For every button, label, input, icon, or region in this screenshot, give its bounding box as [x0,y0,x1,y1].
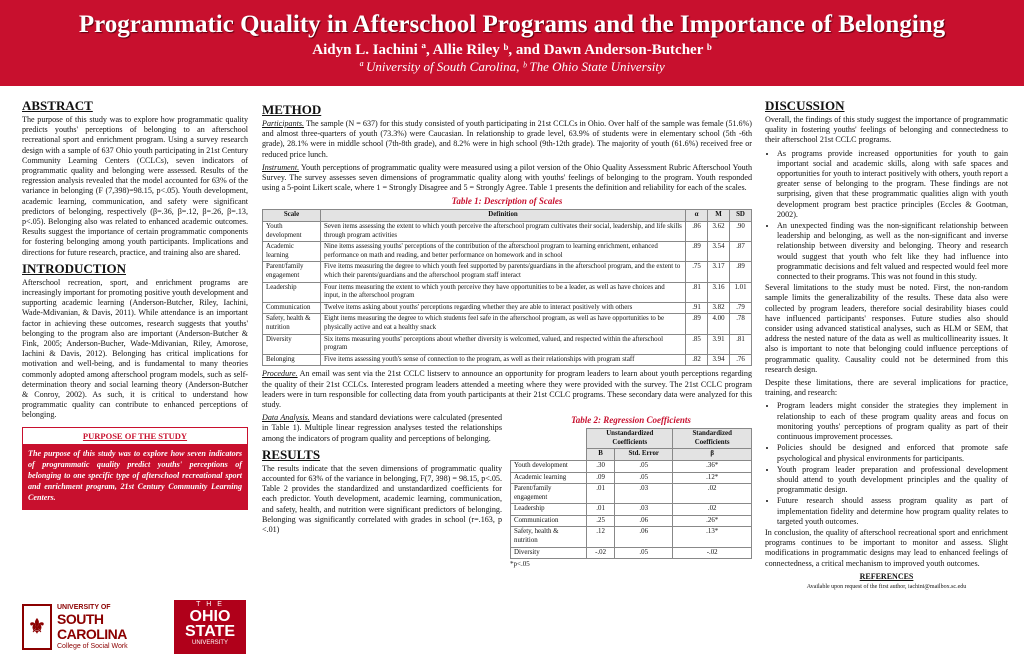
purpose-heading: PURPOSE OF THE STUDY [82,430,188,441]
references-heading: REFERENCES [859,571,914,581]
implication-item: • Youth program leader preparation and professional development should attend to youth development principles and the quality of programmatic design. [777,465,1008,496]
table2-sub-header: β [673,449,752,461]
table1-cell: .89 [686,242,708,262]
table1-cell: 3.54 [708,242,730,262]
table2-sub-header: B [587,449,615,461]
table1-row [263,354,752,366]
discussion-bullet: • An unexpected finding was the non-significant relationship between leadership and belonging, as well as the non-significant and inverse relationship between diversity and belonging. Theory and research would suggest that youth who felt like they had influence into programmatic decisions and felt valued and respected would feel more connected to their programs. This was not found in this study. [777,221,1008,282]
table2-cell: .06 [615,515,673,527]
instrument-label: Instrument. [262,162,300,172]
table1-header: α [686,210,708,222]
table1-cell: Five items assessing youth's sense of connection to the program, as well as their relationships with program staff [321,354,686,366]
table1-row [263,302,752,314]
table1-cell: 3.94 [708,354,730,366]
table1-row [263,334,752,354]
participants-text: The sample (N = 637) for this study consisted of youth participating in 21st CCLCs in Ohio. Over half of the sample was female (51.6%) and almost three-quarters of youth (73.3%) were Caucasian. In relationship to grade level, 63.9% of students were in elementary school (5th -6th grade), 28.1% were in middle school (7th-8th grade), and 8.2% were in high school (9th-12th grade). The majority of youth (61.6%) received free or reduced price lunch. [262,119,752,159]
discussion-heading: DISCUSSION [765,98,845,113]
table2-cell: -.02 [673,547,752,559]
table2-row [511,460,752,472]
table1-cell: .89 [686,314,708,334]
table2 [510,428,752,559]
table1-cell: 3.16 [708,282,730,302]
table1-cell: Six items measuring youths' perceptions about whether diversity is welcomed, valued, and respected within the afterschool program [321,334,686,354]
table2-row [511,547,752,559]
table1-cell: Twelve items asking about youths' perceptions regarding whether they are able to interact positively with others [321,302,686,314]
usc-logo [57,604,165,651]
table2-row [511,504,752,516]
analysis-paragraph [262,413,502,444]
table2-cell: .05 [615,460,673,472]
table1-row [263,222,752,242]
table1-header: SD [730,210,752,222]
table2-cell: .26* [673,515,752,527]
lower-middle [262,413,752,569]
analysis-results [262,413,502,569]
table2-cell: .09 [587,472,615,484]
table1-header: M [708,210,730,222]
participants-label: Participants. [262,119,305,128]
table2-group-header-row [511,429,752,449]
table1-cell: Diversity [263,334,321,354]
table1-cell: .81 [686,282,708,302]
osu-logo [174,600,246,654]
table2-cell: Leadership [511,504,587,516]
osu-logo-line1: T H E [196,601,224,608]
column-left [22,96,248,510]
purpose-box [22,427,248,510]
table2-cell: .01 [587,484,615,504]
table2-cell: Academic learning [511,472,587,484]
poster-title: Programmatic Quality in Afterschool Programs and the Importance of Belonging [78,11,946,38]
table2-cell: .05 [615,472,673,484]
table1-cell: 3.82 [708,302,730,314]
discussion-bullets [765,149,1008,283]
implications-intro: Despite these limitations, there are several implications for practice, training, and research: [765,378,1008,398]
table2-cell: Communication [511,515,587,527]
table2-cell: .30 [587,460,615,472]
table1-row [263,282,752,302]
table1-row [263,242,752,262]
table1-cell: Five items measuring the degree to which youth feel supported by parents/guardians in the afterschool program, and the extent to which their parents/guardians and the afterschool program staff interact [321,262,686,282]
osu-logo-line3: UNIVERSITY [191,640,228,646]
table1-cell: .79 [730,302,752,314]
table1-header: Scale [263,210,321,222]
table2-row [511,515,752,527]
table1 [262,209,752,366]
table1-cell: Seven items assessing the extent to which youth perceive the afterschool program cultivates their social, leadership, and life skills through program activities [321,222,686,242]
table1-cell: 1.01 [730,282,752,302]
discussion-intro: Overall, the findings of this study suggest the importance of programmatic quality in fostering youths' feelings of belonging and connectedness to their afterschool 21st CCLC programs. [765,115,1008,145]
results-heading: RESULTS [262,446,321,462]
poster-affiliation: ª University of South Carolina, ᵇ The Ohio State University [359,59,665,74]
table1-cell: .78 [730,314,752,334]
participants-paragraph [262,119,752,160]
table2-cell: .03 [615,484,673,504]
table1-cell: .85 [686,334,708,354]
references-text: Available upon request of the first author, iachini@mailbox.sc.edu [806,583,967,590]
table2-row [511,527,752,547]
column-middle [262,96,752,569]
table2-cell: Youth development [511,460,587,472]
usc-logo-mark: ⚜ [22,604,52,650]
table1-cell: .82 [686,354,708,366]
conclusion-text: In conclusion, the quality of afterschool recreational sport and enrichment programs continues to be important to monitor and assess. Slight modifications in programmatic designs may lead to enhanced feelings of connectedness, a critical mechanism to improved youth outcomes. [765,527,1008,568]
introduction-heading: INTRODUCTION [22,260,127,276]
table2-cell: .12 [587,527,615,547]
table1-cell: 3.91 [708,334,730,354]
table1-cell: .76 [730,354,752,366]
table2-sub-header: Std. Error [615,449,673,461]
table2-cell: Safety, health & nutrition [511,527,587,547]
table2-cell: .25 [587,515,615,527]
usc-logo-line3: College of Social Work [57,643,128,650]
table1-cell: 3.62 [708,222,730,242]
table1-cell: Belonging [263,354,321,366]
table2-cell: Parent/family engagement [511,484,587,504]
table1-header-row [263,210,752,222]
implication-item: • Policies should be designed and enforced that promote safe psychological and physical environments for participants. [777,443,1008,463]
table2-cell: .05 [615,547,673,559]
implications-list [765,401,1008,526]
table1-cell: .81 [730,334,752,354]
table1-cell: .86 [686,222,708,242]
table1-cell: .90 [730,222,752,242]
table2-cell: .02 [673,504,752,516]
purpose-text: The purpose of this study was to explore how seven indicators of programmatic quality predict youths' perceptions of belonging to one specific type of afterschool recreational sport and enrichment program, 21st Century Community Learning Centers. [23,444,247,509]
column-right [765,96,1008,592]
table1-cell: Parent/family engagement [263,262,321,282]
table2-cell: Diversity [511,547,587,559]
table2-wrap [510,413,752,569]
table1-cell: Youth development [263,222,321,242]
implication-item: • Future research should assess program quality as part of implementation fidelity and determine how program quality relates to targeted youth outcomes. [777,496,1008,527]
table2-cell: .13* [673,527,752,547]
table2-cell: .12* [673,472,752,484]
introduction-text: Afterschool recreation, sport, and enrichment programs are increasingly important for promoting positive youth development and supporting academic learning (Anderson-Butcher, Riley, Iachini, Wade-Mdivanian, & Davis, 2011). While attendance is an important factor in achieving these outcomes, research suggests that youths' belonging to the program also are important (Anderson-Butcher & Fink, 2005; Anderson-Bucher, Wade-Mdivanian, Riley, Amorose, Iachini & Davis, 2012). Belonging has critical implications for motivation and well-being, and is fundamental to many theories commonly adopted among afterschool program models, such as self-determination theory and social learning theory (Anderson-Butcher & Conroy, 2002). As such, it is critical to understand how programmatic quality can contribute to enhanced perceptions of belonging. [22,277,248,420]
discussion-bullet: • As programs provide increased opportunities for youth to gain important social and academic skills, along with safe spaces and opportunities for youth to interact positively with others, youth report a greater sense of belonging to the program. These findings are not surprising, given that these programmatic qualities align with youth development program best practice principles (Eccles & Gootman, 2002). [777,149,1008,220]
table2-cell: .02 [673,484,752,504]
table2-cell: .06 [615,527,673,547]
table1-cell: Eight items measuring the degree to which students feel safe in the afterschool program, as well as have opportunities to be physically active and eat a healthy snack [321,314,686,334]
table1-cell: .89 [730,262,752,282]
osu-logo-line2: OHIO STATE [184,608,236,640]
analysis-text: Means and standard deviations were calculated (presented in Table 1). Multiple linear regression analyses tested the relationships among the indicators of program quality and perceptions of belonging. [262,413,502,443]
usc-logo-line1: UNIVERSITY OF [57,604,111,611]
table2-cell: .03 [615,504,673,516]
table1-cell: .75 [686,262,708,282]
table1-cell: 3.17 [708,262,730,282]
poster-header [0,0,1024,86]
table1-cell: Communication [263,302,321,314]
table1-cell: 4.00 [708,314,730,334]
limitations-text: Several limitations to the study must be noted. First, the non-random sample limits the generalizability of the results. These data also were collected by program leaders, therefore social desirability biases could have influenced participants' responses. Future studies also should consider using advanced statistical analyses, such as HLM or SEM, that address the nested nature of the data as well as multicollinearity issues. It also is important to note that belonging could influence perceptions of programmatic quality. Causality could not be determined from this research design. [765,283,1008,374]
table1-cell: .87 [730,242,752,262]
table2-corner [511,429,587,461]
table1-cell: Nine items assessing youths' perceptions of the contribution of the afterschool program to learning enrichment, enhanced performance on math and reading, and better performance on homework and in school [321,242,686,262]
procedure-label: Procedure. [262,369,298,379]
procedure-text: An email was sent via the 21st CCLC listserv to announce an opportunity for program leaders to learn about youth perceptions regarding the quality of their 21st CCLCs. Interested program leaders attended a meeting where they were provided with the survey. The 21st CCLC program leaders were in turn responsible for collecting data from youth participants at their 21st CCLC programs. These secondary data were analyzed for this study. [262,369,753,409]
abstract-heading: ABSTRACT [22,98,93,113]
poster-authors: Aidyn L. Iachini ª, Allie Riley ᵇ, and Dawn Anderson-Butcher ᵇ [312,42,712,58]
table2-cell: -.02 [587,547,615,559]
abstract-text: The purpose of this study was to explore how programmatic quality predicts youths' perceptions of belonging to an afterschool recreational sport and enrichment program. Using a survey research design with a sample of 637 Ohio youth participating in 21st Century Community Learning Centers (CCLCs), seven indicators of programmatic quality and belonging were assessed. Results of the regression analysis revealed that the model accounted for 63% of the variance in belonging (F (7,398)=98.15, p<.05). Youth development, academic learning, communication, and safety were significant predictors of belonging, respectively (β=.36, β=.12, β=.26, β=.13, p<.05). Belonging also was related to enhanced academic outcomes. Results suggest the importance of certain programmatic components for fostering belonging among youth participants. Implications and directions for future research, practice, and training also are shared. [22,115,248,257]
logos [22,600,248,654]
table2-group-header: Standardized Coefficients [673,429,752,449]
table2-cell: .36* [673,460,752,472]
table2-caption: Table 2: Regression Coefficients [571,415,691,426]
table1-header: Definition [321,210,686,222]
implication-item: • Program leaders might consider the strategies they implement in relationship to each of these program quality areas and focus on monitoring youths' perceptions of program quality as part of their continuous improvement processes. [777,401,1008,442]
table2-row [511,484,752,504]
results-text: The results indicate that the seven dimensions of programmatic quality accounted for 63% of the variance in belonging, F(7, 398) = 98.15, p<.05. Table 2 provides the standardized and unstandardized coefficients for each predictor. Youth development, academic learning, communication, and safety, health, and nutrition were significant predictors of belonging. Belonging was significantly correlated with grades in school (r=.163, p <.01) [262,463,502,534]
method-heading: METHOD [262,102,322,117]
table2-group-header: Unstandardized Coefficients [587,429,673,449]
analysis-label: Data Analysis. [262,413,310,423]
table2-cell: .01 [587,504,615,516]
table1-cell: Academic learning [263,242,321,262]
table1-cell: Leadership [263,282,321,302]
usc-logo-line2: SOUTH CAROLINA [57,611,127,642]
table1-caption: Table 1: Description of Scales [451,196,563,207]
table1-row [263,314,752,334]
table2-row [511,472,752,484]
instrument-paragraph [262,163,752,194]
table1-cell: Four items measuring the extent to which youth perceive they have opportunities to be a leader, as well as have choices and input, in the afterschool program [321,282,686,302]
table2-note: *p<.05 [510,560,530,569]
instrument-text: Youth perceptions of programmatic quality were measured using a pilot version of the Ohio Quality Assessment Rubric Afterschool Youth Survey. The survey assesses seven dimensions of programmatic quality along with youths' feelings of belonging to the program. Youth responded using a 5-point Likert scale, where 1 = Strongly Disagree and 5 = Strongly Agree. Table 1 presents the definition and reliability for each of the scales. [262,162,752,193]
procedure-paragraph [262,369,752,410]
table1-row [263,262,752,282]
table1-cell: Safety, health & nutrition [263,314,321,334]
table1-cell: .91 [686,302,708,314]
